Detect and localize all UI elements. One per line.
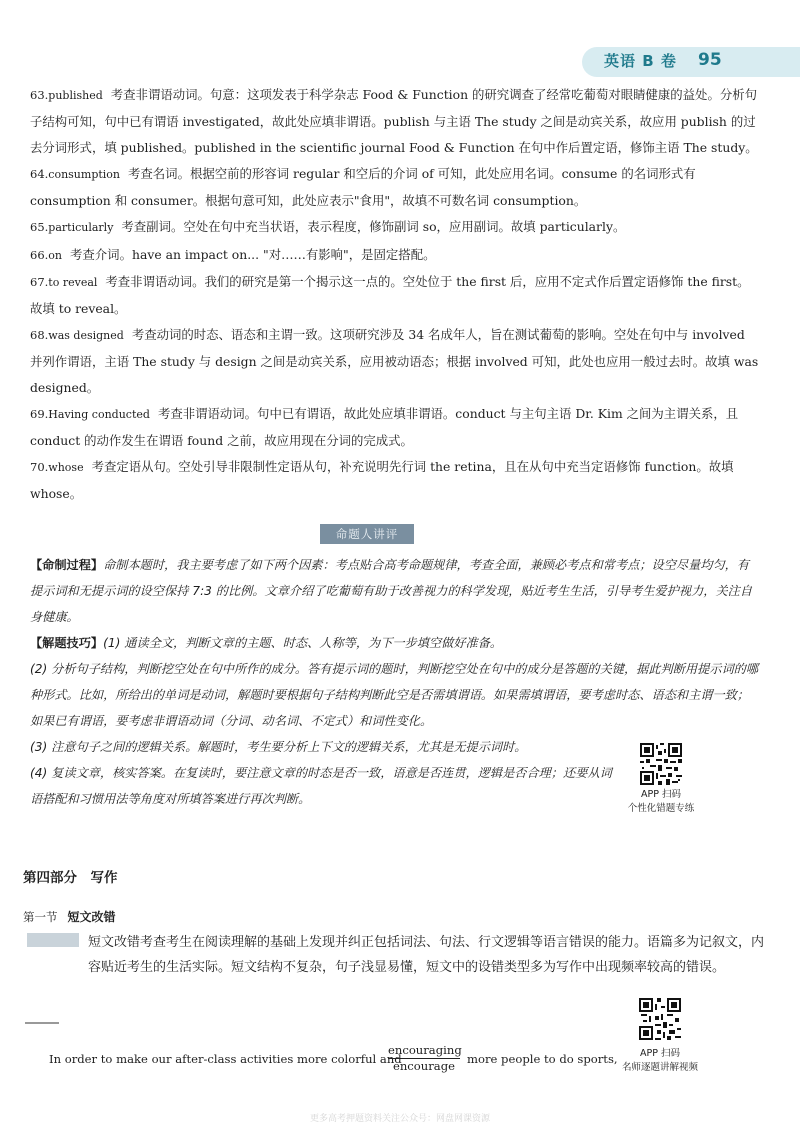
qr-caption-line: APP 扫码 (641, 789, 681, 800)
answer-key: particularly (48, 221, 114, 235)
answer-item (30, 82, 760, 161)
intro-paragraph (27, 931, 767, 980)
divider (25, 1022, 59, 1024)
section-title: 第四部分 写作 (23, 870, 118, 886)
answer-explanation: 考查非谓语动词。我们的研究是第一个揭示这一点的。空处位于 the first 后，应用不定式作后置定语修饰 the first。故填 to reveal。 (30, 273, 750, 316)
answer-explanation: 考查名词。根据空前的形容词 regular 和空后的介词 of 可知，此处应用名词。consume 的名词形式有 consumption 和 consumer。根据句意可知，此处应表示"食用"，故填不可数名词 consumption。 (30, 166, 696, 209)
answer-key: published (48, 89, 103, 102)
answer-number: 69. (30, 407, 49, 422)
header-label: 英语 B 卷 (604, 52, 677, 70)
example-sentence-end: more people to do sports, (467, 1052, 618, 1066)
page-number: 95 (698, 50, 722, 70)
intro-text: 短文改错考查考生在阅读理解的基础上发现并纠正包括词法、句法、行文逻辑等语言错误的能力。语篇多为记叙文，内容贴近考生的生活实际。短文结构不复杂，句子浅显易懂，短文中的设错类型多为写作中出现频率较高的错误。 (88, 935, 765, 975)
answer-item (30, 214, 760, 241)
subsection-title: 短文改错 (67, 910, 116, 924)
tip-1 (30, 630, 760, 656)
answer-key: to reveal (48, 275, 98, 289)
qr-caption-1 (618, 788, 704, 816)
qr-caption-line: 名师逐题讲解视频 (621, 1062, 698, 1073)
answer-number: 63. (30, 88, 49, 102)
answer-key: was designed (48, 328, 124, 342)
tip-1-text: (1) 通读全文，判断文章的主题、时态、人称等，为下一步填空做好准备。 (103, 636, 503, 650)
qr-code-icon[interactable] (640, 743, 682, 785)
qr-caption-2 (616, 1047, 704, 1075)
answer-key: Having conducted (48, 408, 150, 422)
qr-caption-line: APP 扫码 (640, 1048, 680, 1059)
answer-explanation: 考查定语从句。空处引导非限制性定语从句，补充说明先行词 the retina，且在从句中充当定语修饰 function。故填 whose。 (30, 459, 734, 502)
process-label: 【命制过程】 (30, 558, 104, 572)
answer-explanation: 考查介词。have an impact on... "对……有影响"，是固定搭配。 (70, 246, 436, 262)
answer-number: 70. (30, 460, 49, 475)
subsection-label: 第一节 (23, 910, 58, 924)
answer-item (30, 322, 760, 401)
original-word: encourage (392, 1059, 455, 1073)
tips-label: 【解题技巧】 (30, 636, 104, 650)
answer-item (30, 454, 760, 507)
tip-2: (2) 分析句子结构，判断挖空处在句中所作的成分。答有提示词的题时，判断挖空处在句中的成分是答题的关键，据此判断用提示词的哪种形式。比如，所给出的单词是动词，解题时要根据句子结构判断此空是否需填谓语。如果需填谓语，要考虑时态、语态和主谓一致；如果已有谓语，要考虑非谓语动词（分词、动名词、不定式）和词性变化。 (30, 662, 759, 728)
footer-watermark: 更多高考押题资料关注公众号：网盘网课资源 (309, 1114, 490, 1124)
correction-mark (388, 1043, 460, 1074)
answer-item (30, 242, 760, 269)
answer-item (30, 161, 760, 214)
answer-explanation: 考查非谓语动词。句中已有谓语，故此处应填非谓语。conduct 与主句主语 Dr. Kim 之间为主谓关系，且 conduct 的动作发生在谓语 found 之前，故应用现在分词的完成式。 (30, 406, 739, 449)
answer-list (30, 82, 760, 508)
example-sentence-start: In order to make our after-class activities more colorful and (49, 1052, 402, 1066)
process-text: 命制本题时，我主要考虑了如下两个因素：考点贴合高考命题规律，考查全面，兼顾必考点和常考点；设空尽量均匀，有提示词和无提示词的设空保持 7:3 的比例。文章介绍了吃葡萄有助于改善视力的科学发现，贴近考生生活，引导考生爱护视力，关注自身健康。 (30, 558, 753, 624)
answer-number: 66. (30, 247, 49, 262)
answer-key: whose (48, 461, 84, 475)
subsection-heading (23, 908, 116, 925)
corrected-word: encouraging (388, 1043, 462, 1057)
answer-number: 64. (30, 167, 49, 182)
answer-key: on (48, 248, 63, 262)
answer-number: 68. (30, 327, 49, 342)
tip-4: (4) 复读文章，核实答案。在复读时，要注意文章的时态是否一致，语意是否连贯，逻辑是否合理；还要从词语搭配和习惯用法等角度对所填答案进行再次判断。 (30, 766, 612, 806)
answer-item (30, 401, 760, 454)
answer-explanation: 考查副词。空处在句中充当状语，表示程度，修饰副词 so，应用副词。故填 particularly。 (121, 219, 626, 235)
answer-explanation: 考查非谓语动词。句意：这项发表于科学杂志 Food & Function 的研究调查了经常吃葡萄对眼睛健康的益处。分析句子结构可知，句中已有谓语 investigated，故此处应填非谓语。publish 与主语 The study 之间是动宾关系，故应用 publish 的过去分词形式，填 published。published in the scientific journal Food & Function 在句中作后置定语，修饰主语 The study。 (30, 87, 758, 156)
answer-number: 67. (30, 274, 49, 289)
answer-key: consumption (48, 168, 121, 182)
qr-caption-line: 个性化错题专练 (627, 803, 695, 814)
answer-item (30, 269, 760, 322)
qr-code-icon[interactable] (639, 998, 681, 1040)
process-paragraph (30, 552, 760, 630)
answer-explanation: 考查动词的时态、语态和主谓一致。这项研究涉及 34 名成年人，旨在测试葡萄的影响。空处在句中与 involved 并列作谓语，主语 The study 与 design 之间是动宾关系，应用被动语态；根据 involved 可知，此处也应用一般过去时。故填 was designed。 (30, 326, 759, 396)
tip-3: (3) 注意句子之间的逻辑关系。解题时，考生要分析上下文的逻辑关系，尤其是无提示词时。 (30, 740, 527, 754)
answer-number: 65. (30, 220, 49, 235)
commentary-banner: 命题人讲评 (320, 524, 414, 544)
